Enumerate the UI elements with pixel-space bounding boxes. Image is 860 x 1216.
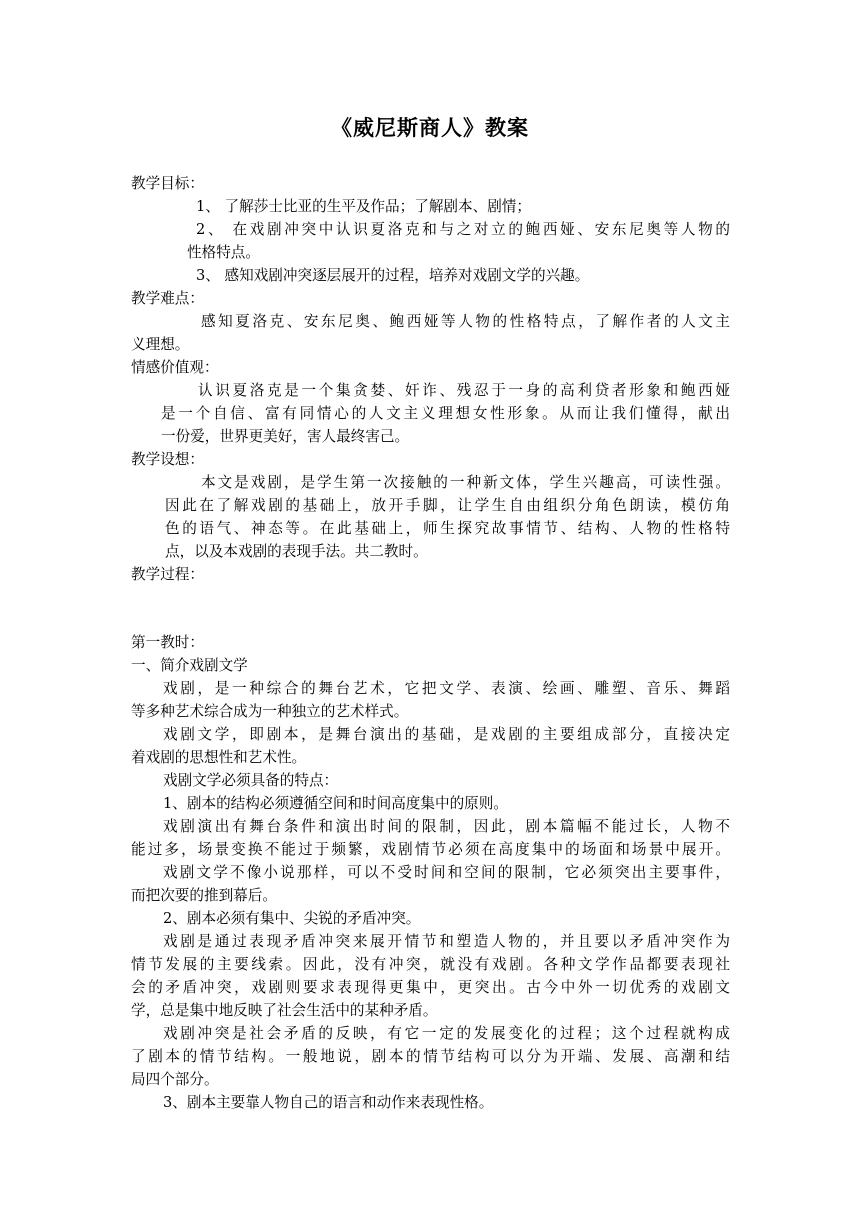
feature-1: 1、剧本的结构必须遵循空间和时间高度集中的原则。 [163, 795, 508, 812]
paragraph-7-line-3: 局四个部分。 [131, 1071, 219, 1088]
lesson-1-heading: 第一教时： [131, 634, 204, 651]
values-line-1: 认识夏洛克是一个集贪婪、奸诈、残忍于一身的高利贷者形象和鲍西娅 [198, 382, 730, 399]
feature-2: 2、剧本必须有集中、尖锐的矛盾冲突。 [163, 910, 421, 927]
difficulties-line-2: 义理想。 [131, 336, 190, 353]
paragraph-6-line-4: 学，总是集中地反映了社会生活中的某种矛盾。 [131, 1002, 438, 1019]
paragraph-7-line-1: 戏剧冲突是社会矛盾的反映，有它一定的发展变化的过程；这个过程就构成 [163, 1025, 730, 1042]
process-heading: 教学过程： [131, 566, 204, 583]
document-title: 《威尼斯商人》教案 [331, 115, 529, 140]
values-line-3: 一份爱，世界更美好，害人最终害己。 [161, 428, 410, 445]
objective-item-1: 1、 了解莎士比亚的生平及作品；了解剧本、剧情； [196, 198, 531, 215]
values-heading: 情感价值观： [131, 359, 219, 376]
section-1-heading: 一、简介戏剧文学 [131, 657, 248, 674]
design-line-2: 因此在了解戏剧的基础上，放开手脚，让学生自由组织分角色朗读，模仿角 [165, 497, 730, 514]
paragraph-4-line-2: 能过多，场景变换不能过于频繁，戏剧情节必须在高度集中的场面和场景中展开。 [131, 841, 730, 858]
feature-3: 3、剧本主要靠人物自己的语言和动作来表现性格。 [163, 1094, 494, 1111]
values-line-2: 是一个自信、富有同情心的人文主义理想女性形象。从而让我们懂得，献出 [161, 405, 730, 422]
design-heading: 教学设想： [131, 451, 204, 468]
objective-item-2-cont: 性格特点。 [187, 244, 260, 261]
design-line-1: 本文是戏剧，是学生第一次接触的一种新文体，学生兴趣高，可读性强。 [201, 474, 730, 491]
paragraph-4-line-1: 戏剧演出有舞台条件和演出时间的限制，因此，剧本篇幅不能过长，人物不 [163, 818, 730, 835]
difficulties-heading: 教学难点： [131, 290, 204, 307]
design-line-4: 点，以及本戏剧的表现手法。共二教时。 [165, 543, 428, 560]
paragraph-6-line-2: 情节发展的主要线索。因此，没有冲突，就没有戏剧。各种文学作品都要表现社 [131, 956, 730, 973]
paragraph-1-line-1: 戏剧，是一种综合的舞台艺术，它把文学、表演、绘画、雕塑、音乐、舞蹈 [163, 680, 730, 697]
paragraph-3: 戏剧文学必须具备的特点： [163, 772, 339, 789]
objective-item-2: 2、 在戏剧冲突中认识夏洛克和与之对立的鲍西娅、安东尼奥等人物的 [196, 221, 730, 238]
objectives-heading: 教学目标： [131, 175, 204, 192]
objective-item-3: 3、 感知戏剧冲突逐层展开的过程，培养对戏剧文学的兴趣。 [196, 267, 590, 284]
paragraph-7-line-2: 了剧本的情节结构。一般地说，剧本的情节结构可以分为开端、发展、高潮和结 [131, 1048, 730, 1065]
design-line-3: 色的语气、神态等。在此基础上，师生探究故事情节、结构、人物的性格特 [165, 520, 730, 537]
paragraph-2-line-1: 戏剧文学，即剧本，是舞台演出的基础，是戏剧的主要组成部分，直接决定 [163, 726, 730, 743]
paragraph-1-line-2: 等多种艺术综合成为一种独立的艺术样式。 [131, 703, 409, 720]
paragraph-6-line-1: 戏剧是通过表现矛盾冲突来展开情节和塑造人物的，并且要以矛盾冲突作为 [163, 933, 730, 950]
paragraph-5-line-2: 而把次要的推到幕后。 [131, 887, 277, 904]
paragraph-5-line-1: 戏剧文学不像小说那样，可以不受时间和空间的限制，它必须突出主要事件， [163, 864, 730, 881]
paragraph-6-line-3: 会的矛盾冲突，戏剧则要求表现得更集中，更突出。古今中外一切优秀的戏剧文 [131, 979, 730, 996]
paragraph-2-line-2: 着戏剧的思想性和艺术性。 [131, 749, 307, 766]
difficulties-line-1: 感知夏洛克、安东尼奥、鲍西娅等人物的性格特点，了解作者的人文主 [201, 313, 730, 330]
